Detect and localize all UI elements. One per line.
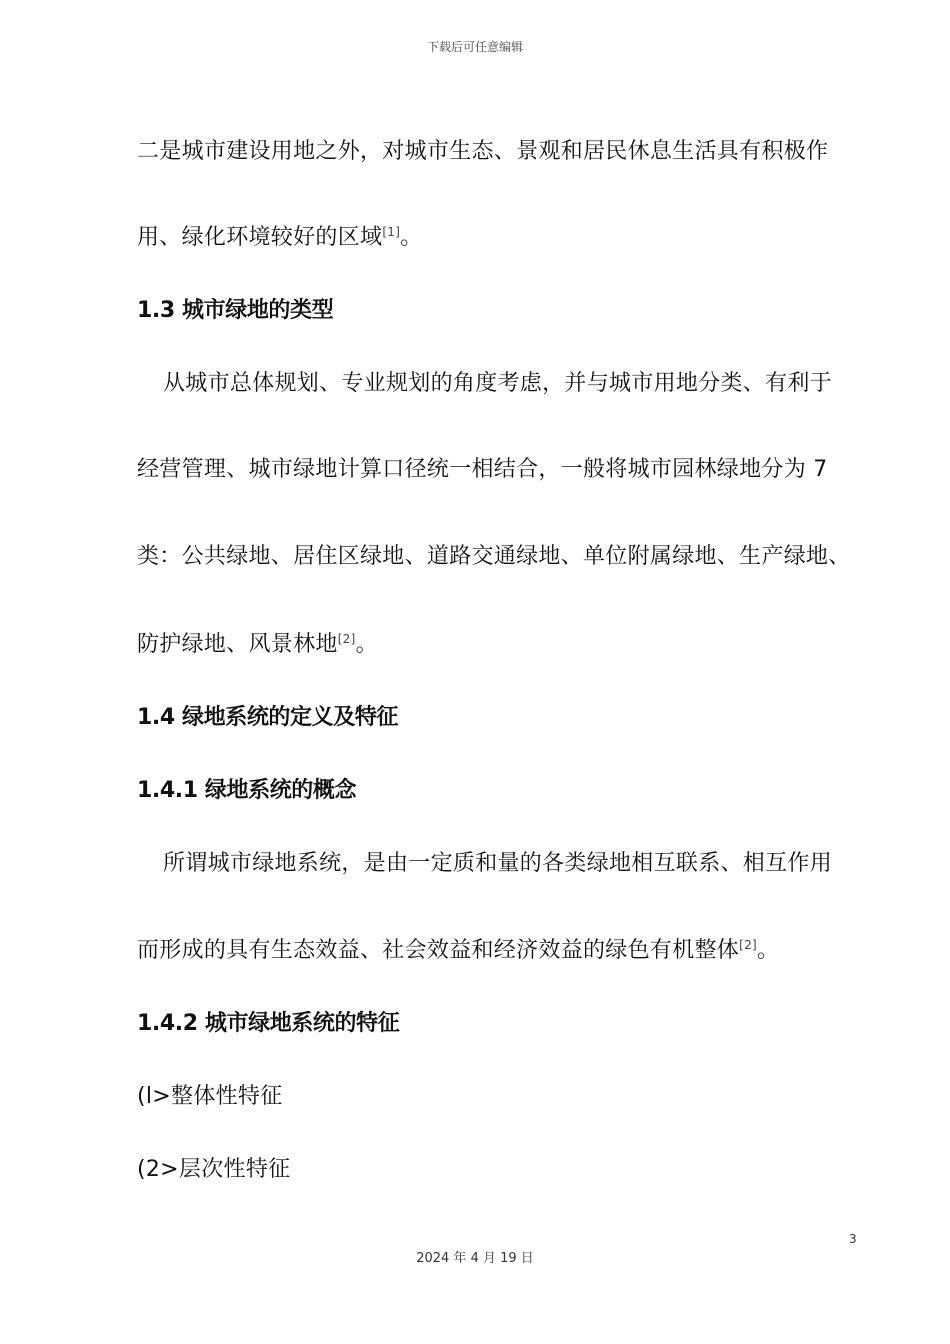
list-item-2: (2>层次性特征 xyxy=(137,1157,291,1182)
paragraph-3-line-1: 所谓城市绿地系统，是由一定质和量的各类绿地相互联系、相互作用 xyxy=(163,851,833,876)
paragraph-1-text: 用、绿化环境较好的区域 xyxy=(137,225,383,250)
paragraph-2-end: 。 xyxy=(355,632,378,657)
page-footer-date: 2024 年 4 月 19 日 xyxy=(416,1251,534,1266)
paragraph-1-line-2 xyxy=(137,223,423,253)
paragraph-2-line-3: 类：公共绿地、居住区绿地、道路交通绿地、单位附属绿地、生产绿地、 xyxy=(137,544,851,569)
page-header: 下载后可任意编辑 xyxy=(426,40,523,54)
paragraph-3-line-2 xyxy=(137,936,779,966)
paragraph-3-end: 。 xyxy=(757,938,780,963)
paragraph-3-text: 而形成的具有生态效益、社会效益和经济效益的绿色有机整体 xyxy=(137,938,740,963)
citation-ref: [1] xyxy=(382,225,401,239)
citation-ref: [2] xyxy=(337,632,356,646)
section-heading-1-4-1: 1.4.1 绿地系统的概念 xyxy=(137,778,357,803)
paragraph-1-end: 。 xyxy=(400,225,423,250)
list-item-1: (l>整体性特征 xyxy=(137,1084,283,1109)
paragraph-2-line-4 xyxy=(137,630,378,660)
paragraph-1-line-1: 二是城市建设用地之外，对城市生态、景观和居民休息生活具有积极作 xyxy=(137,139,829,164)
section-heading-1-3: 1.3 城市绿地的类型 xyxy=(137,298,334,323)
paragraph-2-line-1: 从城市总体规划、专业规划的角度考虑，并与城市用地分类、有利于 xyxy=(163,371,833,396)
page-number: 3 xyxy=(849,1232,857,1246)
citation-ref: [2] xyxy=(739,938,758,952)
paragraph-2-line-2: 经营管理、城市绿地计算口径统一相结合，一般将城市园林绿地分为 7 xyxy=(137,457,828,482)
section-heading-1-4: 1.4 绿地系统的定义及特征 xyxy=(137,705,399,730)
paragraph-2-text: 防护绿地、风景林地 xyxy=(137,632,338,657)
section-heading-1-4-2: 1.4.2 城市绿地系统的特征 xyxy=(137,1011,400,1036)
